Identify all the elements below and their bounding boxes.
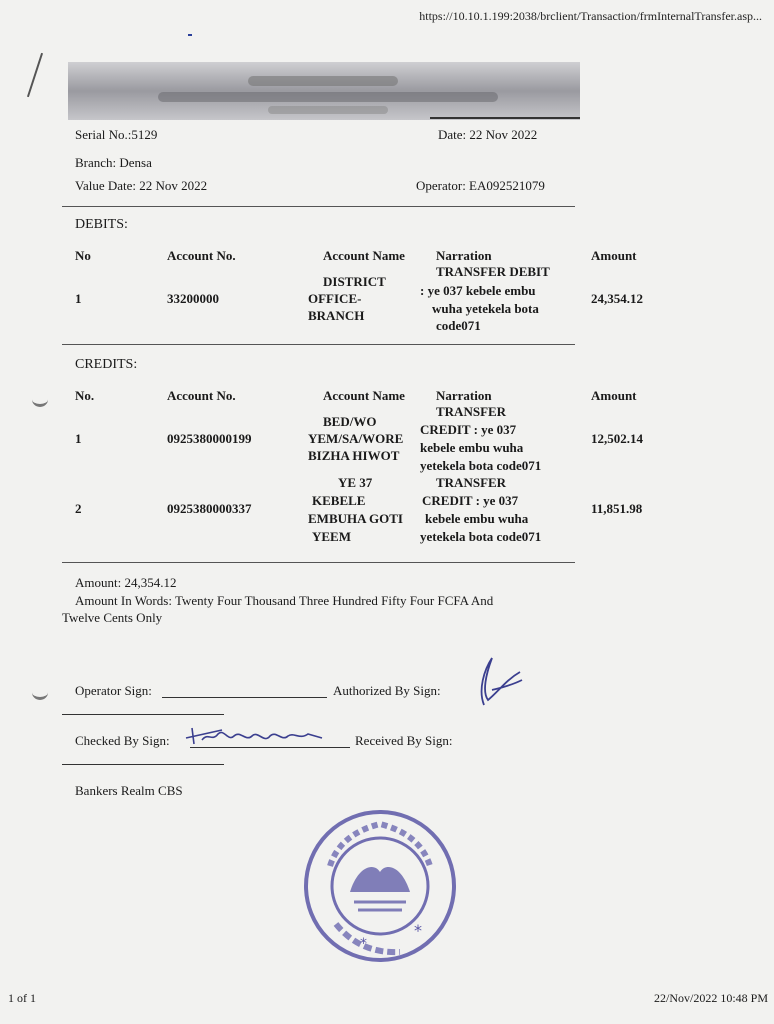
credit-row-account-name-line: BED/WO bbox=[323, 414, 377, 429]
page-url: https://10.10.1.199:2038/brclient/Transaction/frmInternalTransfer.asp... bbox=[419, 9, 762, 23]
debits-col-account-no: Account No. bbox=[167, 248, 236, 263]
punch-hole-mark bbox=[32, 685, 48, 700]
credit-row-narration-line: yetekela bota code071 bbox=[420, 458, 542, 473]
sign-line bbox=[62, 764, 224, 765]
divider bbox=[62, 206, 575, 207]
divider bbox=[62, 562, 575, 563]
authorized-sign-label: Authorized By Sign: bbox=[333, 683, 441, 698]
credit-row-narration-line: kebele embu wuha bbox=[420, 440, 524, 455]
debit-row-account-name-line: BRANCH bbox=[308, 308, 365, 323]
credit-row-account-name-line: KEBELE bbox=[312, 493, 366, 508]
credit-row-account-no: 0925380000337 bbox=[167, 501, 252, 516]
credits-col-amount: Amount bbox=[591, 388, 637, 403]
operator-id: Operator: EA092521079 bbox=[416, 178, 545, 193]
divider bbox=[62, 344, 575, 345]
credit-row-narration-line: CREDIT : ye 037 bbox=[420, 422, 517, 437]
sign-line bbox=[62, 714, 224, 715]
debits-col-amount: Amount bbox=[591, 248, 637, 263]
authorized-signature bbox=[462, 650, 528, 708]
debit-row-account-name-line: DISTRICT bbox=[323, 274, 386, 289]
debit-row-narration-line: wuha yetekela bota bbox=[432, 301, 539, 316]
credit-row-account-name-line: EMBUHA GOTI bbox=[308, 511, 403, 526]
banner-underline bbox=[430, 117, 580, 119]
credit-row-no: 1 bbox=[75, 431, 82, 446]
debits-col-account-name: Account Name bbox=[323, 248, 405, 263]
credits-col-account-no: Account No. bbox=[167, 388, 236, 403]
credit-row-narration-line: TRANSFER bbox=[436, 475, 507, 490]
svg-text:*: * bbox=[414, 921, 422, 940]
page-count: 1 of 1 bbox=[8, 991, 36, 1005]
received-sign-label: Received By Sign: bbox=[355, 733, 453, 748]
debit-row-account-name-line: OFFICE- bbox=[308, 291, 362, 306]
credit-row-narration-line: CREDIT : ye 037 bbox=[422, 493, 519, 508]
credit-row-narration-line: yetekela bota code071 bbox=[420, 529, 542, 544]
credit-row-narration-line: TRANSFER bbox=[436, 404, 507, 419]
scan-mark bbox=[188, 34, 192, 36]
punch-hole-mark bbox=[32, 392, 48, 407]
system-name: Bankers Realm CBS bbox=[75, 783, 183, 798]
credit-row-amount: 11,851.98 bbox=[591, 501, 643, 516]
credits-title: CREDITS: bbox=[75, 357, 138, 372]
serial-number: Serial No.:5129 bbox=[75, 127, 158, 142]
debit-row-narration-line: : ye 037 kebele embu bbox=[420, 283, 536, 298]
svg-text:*: * bbox=[360, 936, 367, 952]
credits-col-account-name: Account Name bbox=[323, 388, 405, 403]
credit-row-account-name-line: BIZHA HIWOT bbox=[308, 448, 400, 463]
debit-row-amount: 24,354.12 bbox=[591, 291, 643, 306]
debits-col-narration: Narration bbox=[436, 248, 492, 263]
value-date: Value Date: 22 Nov 2022 bbox=[75, 178, 208, 193]
debit-row-no: 1 bbox=[75, 291, 82, 306]
credits-col-no: No. bbox=[75, 388, 95, 403]
credit-row-account-name-line: YEM/SA/WORE bbox=[308, 431, 404, 446]
bank-seal-stamp bbox=[300, 806, 460, 966]
debits-title: DEBITS: bbox=[75, 217, 128, 232]
debit-row-narration-line: TRANSFER DEBIT bbox=[436, 264, 550, 279]
operator-sign-line bbox=[162, 697, 327, 698]
branch: Branch: Densa bbox=[75, 155, 152, 170]
amount-in-words: Amount In Words: Twenty Four Thousand Three Hundred Fifty Four FCFA And bbox=[75, 593, 494, 608]
credit-row-account-no: 0925380000199 bbox=[167, 431, 252, 446]
checked-sign-label: Checked By Sign: bbox=[75, 733, 170, 748]
credit-row-account-name-line: YE 37 bbox=[338, 475, 373, 490]
credit-row-amount: 12,502.14 bbox=[591, 431, 643, 446]
transaction-date: Date: 22 Nov 2022 bbox=[438, 127, 538, 142]
credit-row-no: 2 bbox=[75, 501, 82, 516]
total-amount: Amount: 24,354.12 bbox=[75, 575, 177, 590]
credit-row-narration-line: kebele embu wuha bbox=[425, 511, 529, 526]
scan-mark bbox=[27, 53, 43, 97]
debit-row-narration-line: code071 bbox=[436, 318, 481, 333]
debit-row-account-no: 33200000 bbox=[167, 291, 219, 306]
operator-sign-label: Operator Sign: bbox=[75, 683, 152, 698]
amount-in-words-cont: Twelve Cents Only bbox=[62, 610, 163, 625]
credit-row-account-name-line: YEEM bbox=[312, 529, 351, 544]
checked-sign-line bbox=[190, 747, 350, 748]
print-datetime: 22/Nov/2022 10:48 PM bbox=[653, 991, 768, 1005]
credits-col-narration: Narration bbox=[436, 388, 492, 403]
bank-logo-banner bbox=[68, 62, 580, 120]
debits-col-no: No bbox=[75, 248, 91, 263]
